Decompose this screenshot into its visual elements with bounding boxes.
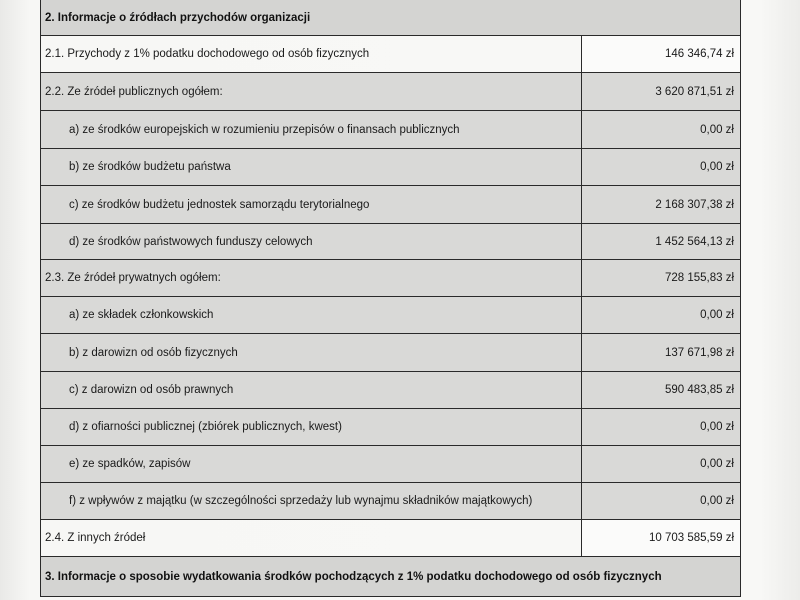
row-amount: 3 620 871,51 zł [581,73,740,110]
row-amount: 0,00 zł [581,409,740,445]
row-label: c) z darowizn od osób prawnych [69,384,234,396]
income-row [41,372,740,409]
income-row [41,334,740,372]
row-label: a) ze środków europejskich w rozumieniu przepisów o finansach publicznych [69,123,460,136]
row-label: 2.2. Ze źródeł publicznych ogółem: [45,85,223,98]
row-label: b) ze środków budżetu państwa [69,161,231,173]
income-row [41,260,740,297]
income-rows [41,36,740,557]
row-amount: 10 703 585,59 zł [581,520,740,556]
row-amount: 0,00 zł [581,446,740,482]
row-amount: 2 168 307,38 zł [581,186,740,223]
section-3-header [41,557,740,597]
row-amount: 0,00 zł [581,297,740,333]
income-row [41,111,740,149]
row-amount: 0,00 zł [581,149,740,185]
row-label: c) ze środków budżetu jednostek samorządu terytorialnego [69,198,370,211]
row-label: 2.4. Z innych źródeł [45,532,146,544]
row-amount: 1 452 564,13 zł [581,224,740,259]
income-row [41,186,740,224]
income-row [41,73,740,111]
row-label: b) z darowizn od osób fizycznych [69,346,238,359]
row-amount: 0,00 zł [581,483,740,519]
row-amount: 0,00 zł [581,111,740,148]
row-label: 2.3. Ze źródeł prywatnych ogółem: [45,272,221,284]
income-row [41,36,740,73]
section-3-title: 3. Informacje o sposobie wydatkowania środków pochodzących z 1% podatku dochodowego od osób fizycznych [45,570,662,583]
income-row [41,446,740,483]
income-row [41,149,740,186]
row-label: a) ze składek członkowskich [69,309,214,321]
income-row [41,483,740,520]
row-label: 2.1. Przychody z 1% podatku dochodowego od osób fizycznych [45,48,370,60]
section-2-header [41,0,740,36]
income-row [41,224,740,260]
income-row [41,520,740,557]
section-2-title: 2. Informacje o źródłach przychodów organizacji [45,11,311,24]
row-label: d) ze środków państwowych funduszy celowych [69,235,313,248]
row-amount: 728 155,83 zł [581,260,740,296]
income-row [41,297,740,334]
row-label: e) ze spadków, zapisów [69,458,191,470]
income-row [41,409,740,446]
row-amount: 590 483,85 zł [581,372,740,408]
row-label: d) z ofiarności publicznej (zbiórek publicznych, kwest) [69,421,342,433]
row-amount: 137 671,98 zł [581,334,740,371]
row-amount: 146 346,74 zł [581,36,740,72]
row-label: f) z wpływów z majątku (w szczególności sprzedaży lub wynajmu składników majątkowych) [69,495,533,507]
income-sources-form [40,0,741,597]
